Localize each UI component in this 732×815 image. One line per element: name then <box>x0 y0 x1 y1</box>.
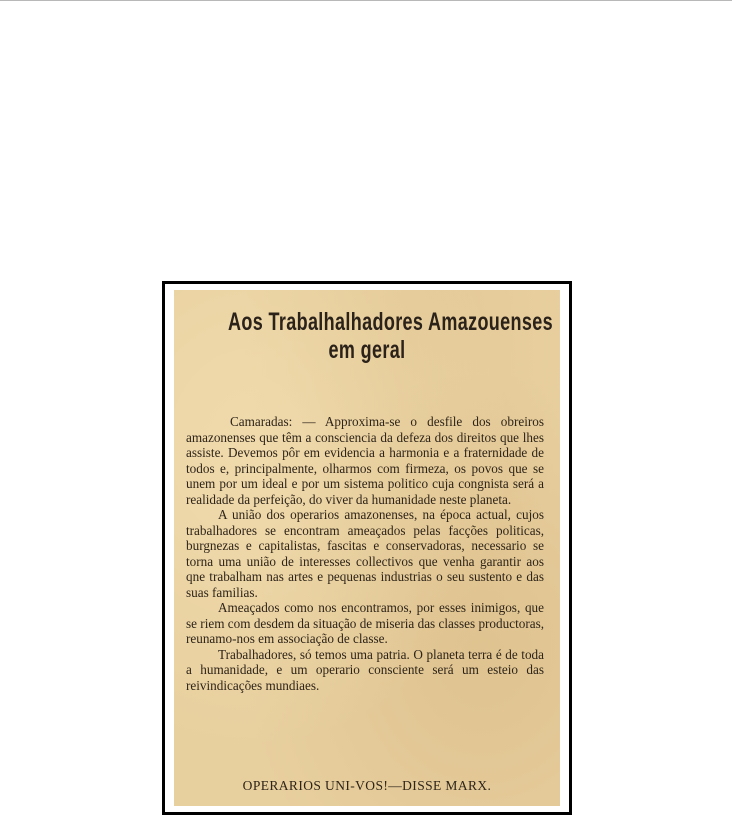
paragraph-1: Camaradas: — Approxima-se o desfile dos obreiros amazonenses que têm a consciencia da defeza dos direitos que lhes assiste. Devemos pôr em evidencia a harmonia e a fraternidade de todos e, principalmente, olharmos com firmeza, os povos que se unem por um ideal e por um sistema politico cuja congnista será a realidade da perfeição, do viver da humanidade neste planeta. <box>186 414 544 507</box>
clipping-frame <box>162 281 572 815</box>
newspaper-clipping <box>174 290 560 806</box>
article-title-line-2: em geral <box>328 336 406 364</box>
top-divider <box>0 0 732 1</box>
paragraph-3: Ameaçados como nos encontramos, por esses inimigos, que se riem com desdem da situação de miseria das classes productoras, reunamo-nos em associação de classe. <box>186 600 544 646</box>
paragraph-4: Trabalhadores, só temos uma patria. O planeta terra é de toda a humanidade, e um operario consciente será um esteio das reivindicações mundiaes. <box>186 646 544 693</box>
article-title-line-1: Aos Trabalhalhadores Amazouenses <box>228 308 553 336</box>
article-signature: OPERARIOS UNI-VOS!—DISSE MARX. <box>242 778 492 793</box>
paragraph-2: A união dos operarios amazonenses, na época actual, cujos trabalhadores se encontram ameaçados pelas facções politicas, burgnezas e capitalistas, fascitas e conservadoras, necessario se torna uma união de interesses collectivos que venha garantir aos qne trabalham nas artes e pequenas industrias o seu sustento e das suas familias. <box>186 507 544 600</box>
article-title <box>228 308 553 364</box>
article-body <box>186 414 544 693</box>
